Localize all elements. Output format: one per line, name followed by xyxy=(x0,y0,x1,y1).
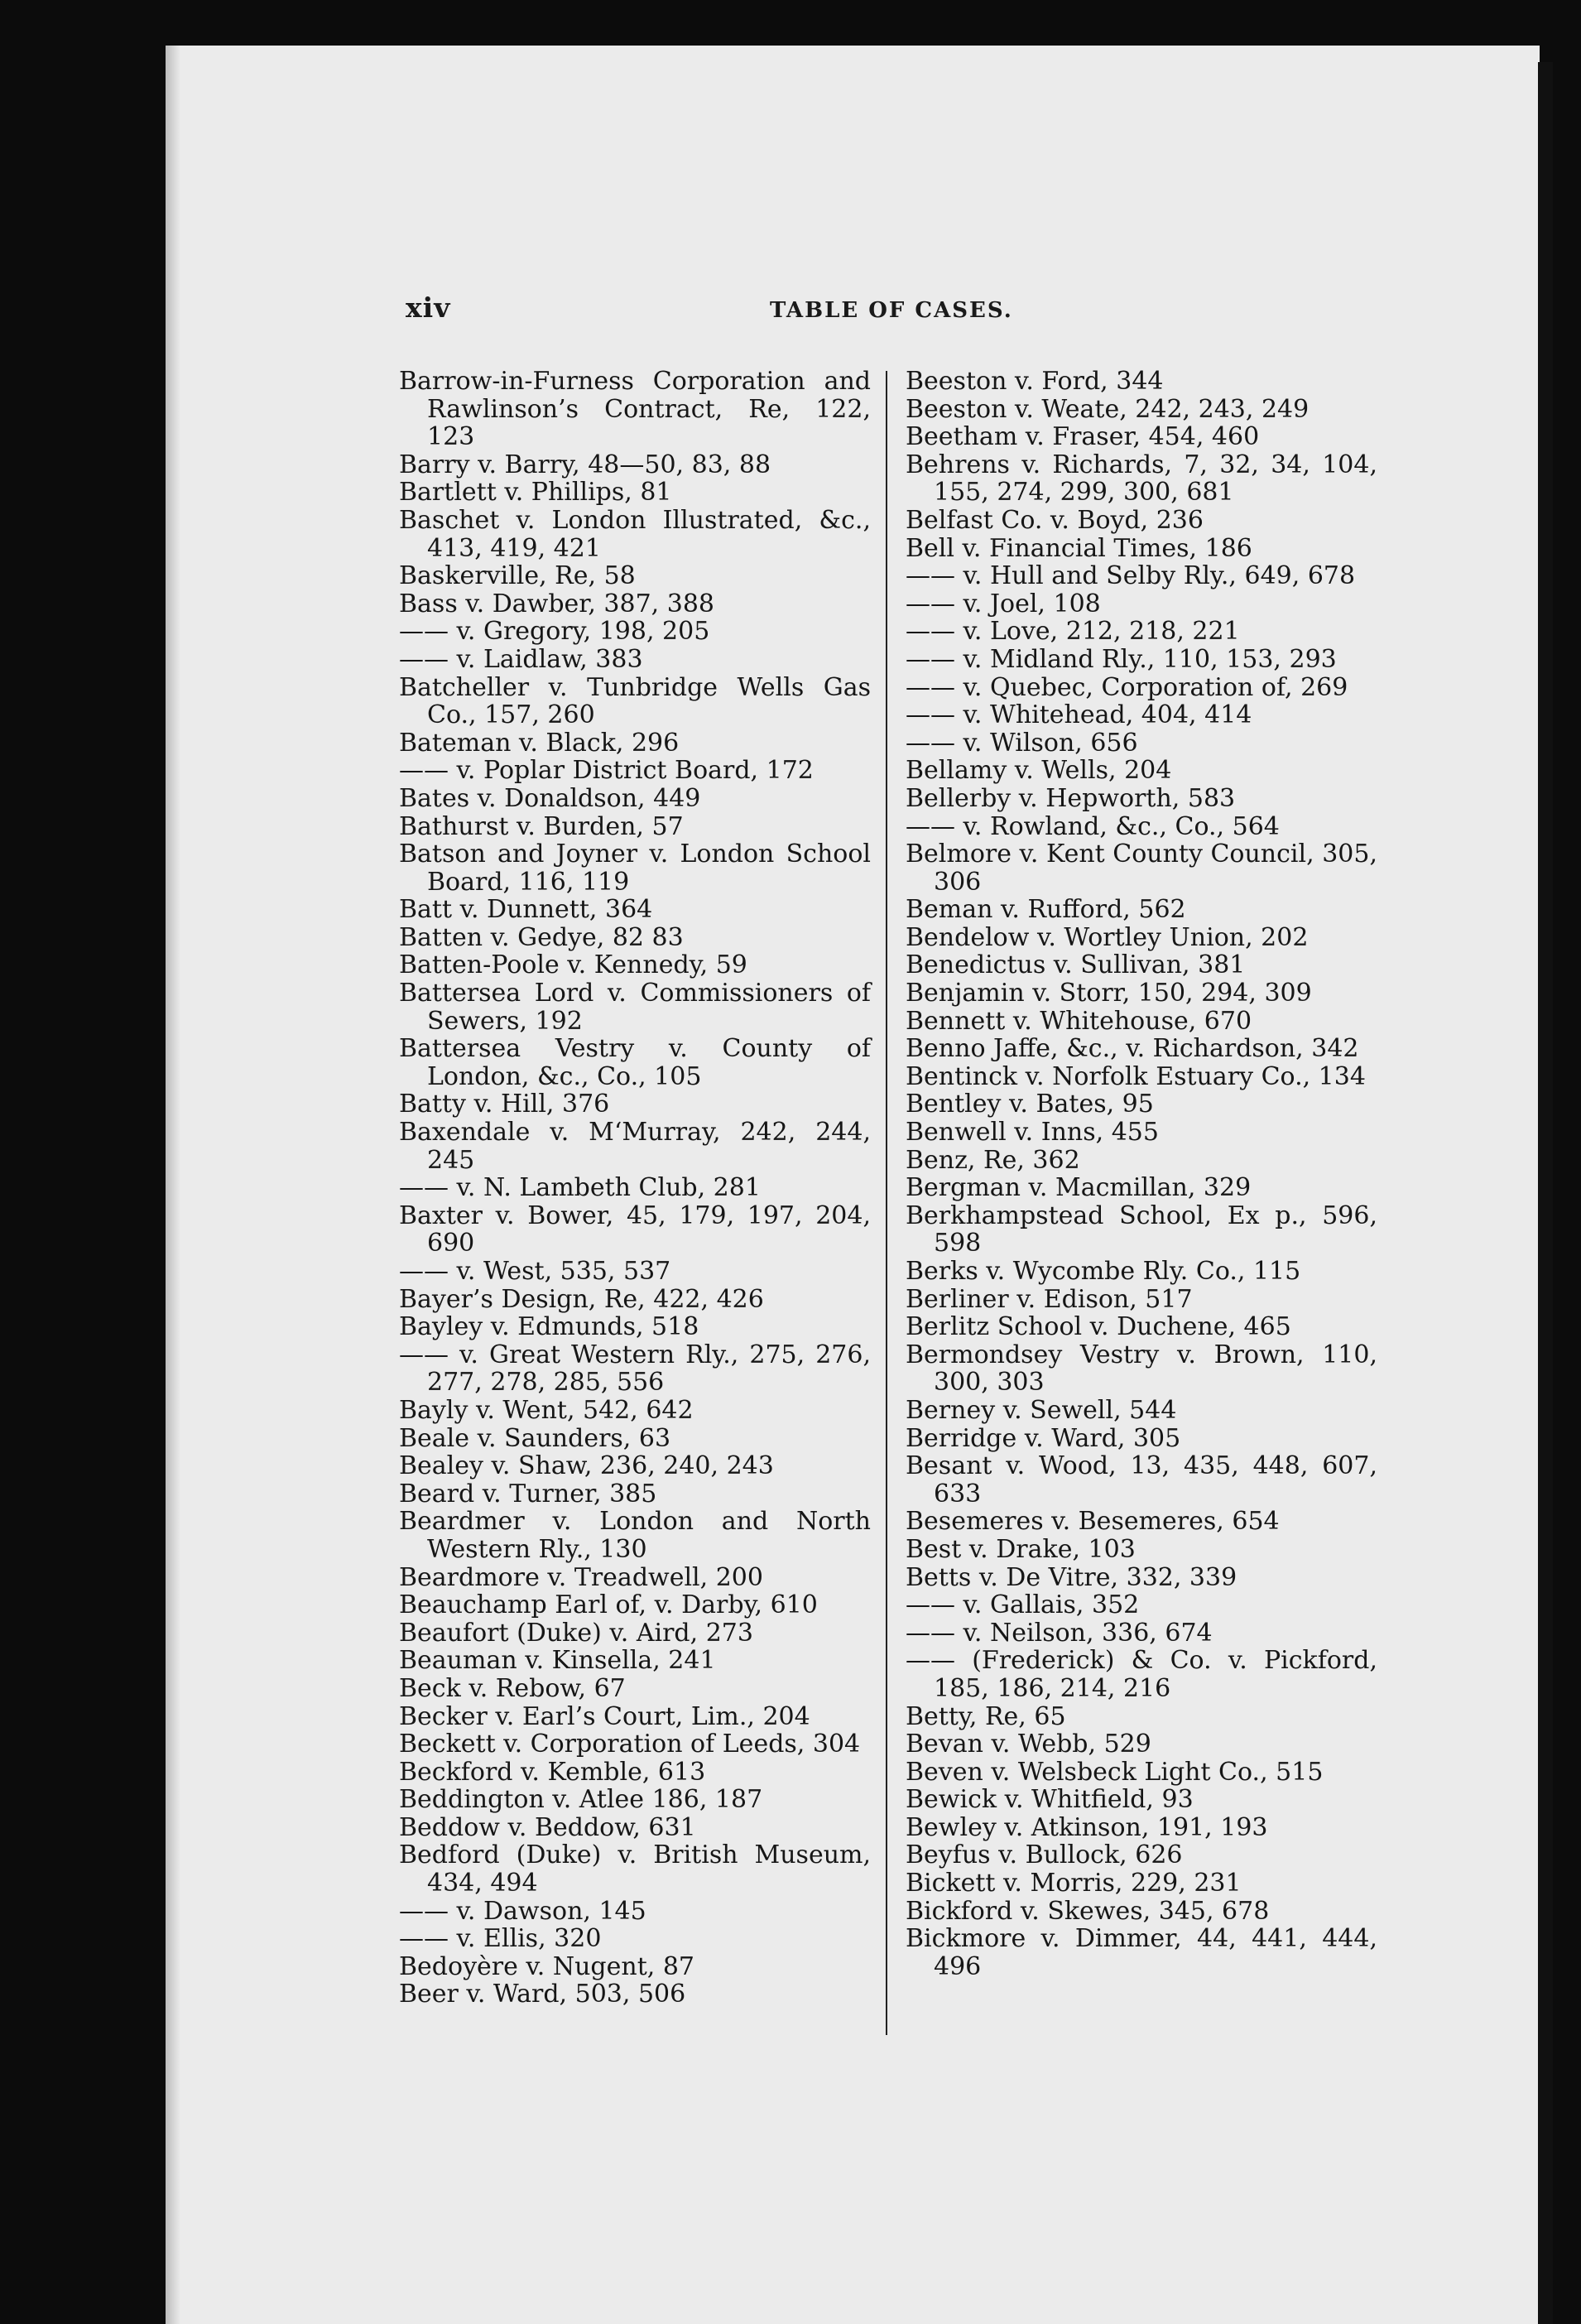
case-entry: Bentinck v. Norfolk Estuary Co., 134 xyxy=(906,1061,1366,1091)
page-number: xiv xyxy=(406,291,451,324)
case-entry: Beale v. Saunders, 63 xyxy=(399,1423,671,1453)
case-entry: Barry v. Barry, 48—50, 83, 88 xyxy=(399,450,771,479)
case-entry: Bermondsey Vestry v. Brown, 110, 300, 303 xyxy=(906,1340,1377,1398)
case-entry: Beddington v. Atlee 186, 187 xyxy=(399,1785,763,1815)
case-entry: —— v. Whitehead, 404, 414 xyxy=(906,700,1252,730)
case-entry: Berlitz School v. Duchene, 465 xyxy=(906,1312,1291,1342)
case-entry: —— v. Rowland, &c., Co., 564 xyxy=(906,811,1280,841)
case-entry: Best v. Drake, 103 xyxy=(906,1534,1136,1564)
case-entry: Bedoyère v. Nugent, 87 xyxy=(399,1951,695,1981)
case-entry: Baxendale v. M‘Murray, 242, 244, 245 xyxy=(399,1118,871,1175)
case-entry: Baskerville, Re, 58 xyxy=(399,561,636,591)
case-entry: Benwell v. Inns, 455 xyxy=(906,1118,1159,1148)
case-entry: Bergman v. Macmillan, 329 xyxy=(906,1173,1252,1203)
case-entry: Batcheller v. Tunbridge Wells Gas Co., 157, 260 xyxy=(399,672,871,730)
case-entry: Benedictus v. Sullivan, 381 xyxy=(906,950,1246,980)
case-entry: Bayer’s Design, Re, 422, 426 xyxy=(399,1284,764,1314)
case-entry: Besant v. Wood, 13, 435, 448, 607, 633 xyxy=(906,1451,1377,1508)
case-entry: —— v. Quebec, Corporation of, 269 xyxy=(906,672,1348,702)
case-entry: Beeston v. Weate, 242, 243, 249 xyxy=(906,394,1309,424)
running-head: TABLE OF CASES. xyxy=(770,298,1013,323)
case-entry: Bendelow v. Wortley Union, 202 xyxy=(906,922,1309,952)
case-entry: Bewick v. Whitfield, 93 xyxy=(906,1785,1194,1815)
case-entry: Barrow-in-Furness Corporation and Rawlinson’s Contract, Re, 122, 123 xyxy=(399,367,871,452)
case-entry: Bellamy v. Wells, 204 xyxy=(906,756,1172,786)
case-entry: Belmore v. Kent County Council, 305, 306 xyxy=(906,840,1377,897)
case-entry: Beeston v. Ford, 344 xyxy=(906,367,1164,396)
case-entry: Battersea Lord v. Commissioners of Sewers, 192 xyxy=(399,979,871,1036)
case-entry: Beck v. Rebow, 67 xyxy=(399,1673,626,1703)
case-entry: Batty v. Hill, 376 xyxy=(399,1090,610,1119)
case-entry: —— v. Midland Rly., 110, 153, 293 xyxy=(906,644,1337,674)
case-entry: —— v. N. Lambeth Club, 281 xyxy=(399,1173,761,1203)
case-entry: Beardmer v. London and North Western Rly., 130 xyxy=(399,1507,871,1564)
case-entry: —— (Frederick) & Co. v. Pickford, 185, 186, 214, 216 xyxy=(906,1646,1377,1703)
case-entry: Bickford v. Skewes, 345, 678 xyxy=(906,1896,1270,1926)
case-entry: Bates v. Donaldson, 449 xyxy=(399,783,701,813)
case-entry: Berliner v. Edison, 517 xyxy=(906,1284,1193,1314)
case-entry: —— v. Poplar District Board, 172 xyxy=(399,756,814,786)
case-entry: —— v. Dawson, 145 xyxy=(399,1896,646,1926)
case-entry: Bell v. Financial Times, 186 xyxy=(906,533,1252,563)
case-entry: Besemeres v. Besemeres, 654 xyxy=(906,1507,1280,1537)
case-entry: Beyfus v. Bullock, 626 xyxy=(906,1840,1183,1870)
case-entry: Berridge v. Ward, 305 xyxy=(906,1423,1181,1453)
case-entry: Bewley v. Atkinson, 191, 193 xyxy=(906,1812,1268,1842)
case-entry: Bartlett v. Phillips, 81 xyxy=(399,478,672,508)
case-entry: Bayley v. Edmunds, 518 xyxy=(399,1312,699,1342)
case-entry: Benz, Re, 362 xyxy=(906,1145,1080,1175)
case-entry: Beven v. Welsbeck Light Co., 515 xyxy=(906,1757,1324,1787)
column-rule xyxy=(886,371,887,2035)
case-entry: Beauman v. Kinsella, 241 xyxy=(399,1646,716,1676)
case-entry: —— v. Joel, 108 xyxy=(906,589,1101,618)
case-entry: Bennett v. Whitehouse, 670 xyxy=(906,1006,1252,1036)
scan-edge xyxy=(1538,62,1553,2324)
page-gutter-shadow xyxy=(166,46,180,2324)
case-entry: Bealey v. Shaw, 236, 240, 243 xyxy=(399,1451,774,1481)
case-entry: Berney v. Sewell, 544 xyxy=(906,1395,1177,1425)
case-entry: —— v. Ellis, 320 xyxy=(399,1924,602,1954)
case-entry: Bickmore v. Dimmer, 44, 441, 444, 496 xyxy=(906,1924,1377,1981)
case-entry: —— v. Gregory, 198, 205 xyxy=(399,617,710,647)
case-entry: Batten v. Gedye, 82 83 xyxy=(399,922,684,952)
case-entry: Beckett v. Corporation of Leeds, 304 xyxy=(399,1730,861,1759)
case-entry: Bass v. Dawber, 387, 388 xyxy=(399,589,715,618)
case-entry: Beman v. Rufford, 562 xyxy=(906,895,1186,925)
case-entry: Batt v. Dunnett, 364 xyxy=(399,895,653,925)
case-entry: —— v. Hull and Selby Rly., 649, 678 xyxy=(906,561,1356,591)
case-entry: Baxter v. Bower, 45, 179, 197, 204, 690 xyxy=(399,1200,871,1258)
case-entry: Benjamin v. Storr, 150, 294, 309 xyxy=(906,979,1312,1008)
case-entry: Beaufort (Duke) v. Aird, 273 xyxy=(399,1618,753,1648)
right-column xyxy=(906,368,1377,1980)
case-entry: —— v. Gallais, 352 xyxy=(906,1590,1140,1620)
case-entry: Batten-Poole v. Kennedy, 59 xyxy=(399,950,747,980)
case-entry: Beard v. Turner, 385 xyxy=(399,1479,657,1508)
case-entry: Bathurst v. Burden, 57 xyxy=(399,811,684,841)
case-entry: Becker v. Earl’s Court, Lim., 204 xyxy=(399,1701,810,1731)
case-entry: Bateman v. Black, 296 xyxy=(399,728,680,758)
case-entry: —— v. Love, 212, 218, 221 xyxy=(906,617,1240,647)
case-entry: Beckford v. Kemble, 613 xyxy=(399,1757,706,1787)
case-entry: Behrens v. Richards, 7, 32, 34, 104, 155, 274, 299, 300, 681 xyxy=(906,450,1377,508)
case-entry: Bevan v. Webb, 529 xyxy=(906,1730,1151,1759)
case-entry: Batson and Joyner v. London School Board, 116, 119 xyxy=(399,840,871,897)
left-column xyxy=(399,368,871,2009)
case-entry: Baschet v. London Illustrated, &c., 413, 419, 421 xyxy=(399,505,871,563)
case-entry: —— v. West, 535, 537 xyxy=(399,1257,671,1286)
case-entry: Beetham v. Fraser, 454, 460 xyxy=(906,422,1260,452)
case-entry: —— v. Neilson, 336, 674 xyxy=(906,1618,1213,1648)
case-entry: —— v. Wilson, 656 xyxy=(906,728,1138,758)
case-entry: Bentley v. Bates, 95 xyxy=(906,1090,1154,1119)
case-entry: Beauchamp Earl of, v. Darby, 610 xyxy=(399,1590,818,1620)
case-entry: —— v. Great Western Rly., 275, 276, 277, 278, 285, 556 xyxy=(399,1340,871,1398)
case-entry: Beardmore v. Treadwell, 200 xyxy=(399,1562,763,1592)
case-entry: Beer v. Ward, 503, 506 xyxy=(399,1980,686,2009)
case-entry: Belfast Co. v. Boyd, 236 xyxy=(906,505,1204,535)
case-entry: Bellerby v. Hepworth, 583 xyxy=(906,783,1236,813)
case-entry: Battersea Vestry v. County of London, &c., Co., 105 xyxy=(399,1034,871,1091)
case-entry: —— v. Laidlaw, 383 xyxy=(399,644,643,674)
case-entry: Bayly v. Went, 542, 642 xyxy=(399,1395,694,1425)
case-entry: Benno Jaffe, &c., v. Richardson, 342 xyxy=(906,1034,1359,1064)
case-entry: Beddow v. Beddow, 631 xyxy=(399,1812,696,1842)
case-entry: Berks v. Wycombe Rly. Co., 115 xyxy=(906,1257,1301,1286)
case-entry: Bedford (Duke) v. British Museum, 434, 494 xyxy=(399,1840,871,1898)
case-entry: Betty, Re, 65 xyxy=(906,1701,1066,1731)
case-entry: Bickett v. Morris, 229, 231 xyxy=(906,1869,1242,1898)
case-entry: Betts v. De Vitre, 332, 339 xyxy=(906,1562,1237,1592)
case-entry: Berkhampstead School, Ex p., 596, 598 xyxy=(906,1200,1377,1258)
